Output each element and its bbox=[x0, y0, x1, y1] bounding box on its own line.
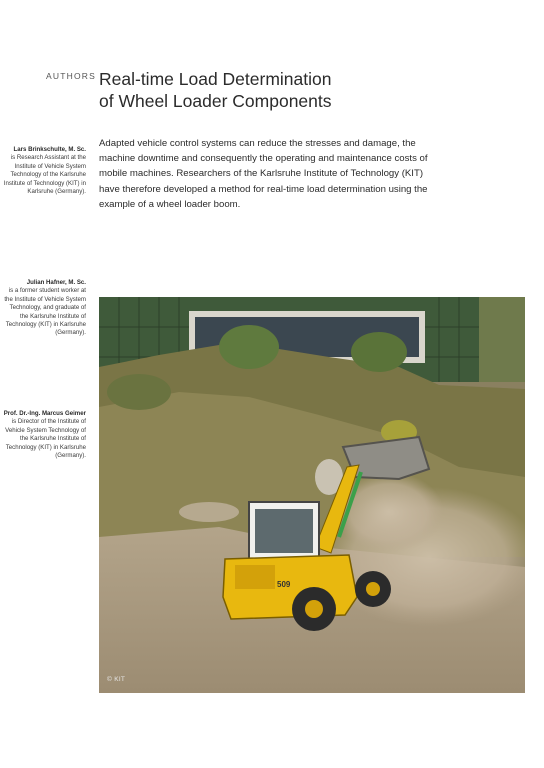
article-title bbox=[99, 68, 519, 112]
engine-hood bbox=[235, 565, 275, 589]
author-name: Julian Hafner, M. Sc. bbox=[26, 279, 86, 286]
wheel-hub bbox=[366, 582, 380, 596]
author-description: is Director of the Institute of Vehicle System Technology of the Karlsruhe Institute of Technology (KIT) in Karlsruhe (Germany). bbox=[5, 418, 86, 460]
title-line-1: Real-time Load Determination bbox=[99, 69, 332, 89]
author-name: Lars Brinkschulte, M. Sc. bbox=[13, 146, 86, 153]
wheel-loader-photo bbox=[99, 297, 525, 693]
cab-window bbox=[255, 509, 313, 553]
model-number: 509 bbox=[277, 580, 291, 589]
author-bio-1 bbox=[2, 146, 86, 196]
section-label: AUTHORS bbox=[46, 71, 96, 81]
photo-credit: © KIT bbox=[107, 676, 126, 683]
author-description: is a former student worker at the Institute of Vehicle System Technology, and graduate of the Karlsruhe Institute of Technology (KIT) in Karlsruhe (Germany). bbox=[4, 287, 86, 337]
photo-illustration bbox=[99, 297, 525, 693]
background-trees bbox=[479, 297, 525, 382]
shrub bbox=[219, 325, 279, 369]
title-line-2: of Wheel Loader Components bbox=[99, 91, 332, 111]
author-name: Prof. Dr.-Ing. Marcus Geimer bbox=[3, 410, 86, 417]
author-description: is Research Assistant at the Institute of Vehicle System Technology of the Karlsruhe Institute of Technology (KIT) in Karlsruhe (Germany). bbox=[3, 154, 86, 196]
author-bio-2 bbox=[2, 279, 86, 338]
rubble-pile bbox=[179, 502, 239, 522]
wheel-hub bbox=[305, 600, 323, 618]
author-bio-3 bbox=[2, 410, 86, 460]
shrub bbox=[351, 332, 407, 372]
lead-paragraph: Adapted vehicle control systems can reduce the stresses and damage, the machine downtime and consequently the operating and maintenance costs of mobile machines. Researchers of the Karlsruhe Institute of Technology (KIT) have therefore developed a method for real-time load determination using the example of a wheel loader boom. bbox=[99, 138, 428, 210]
shrub bbox=[107, 374, 171, 410]
